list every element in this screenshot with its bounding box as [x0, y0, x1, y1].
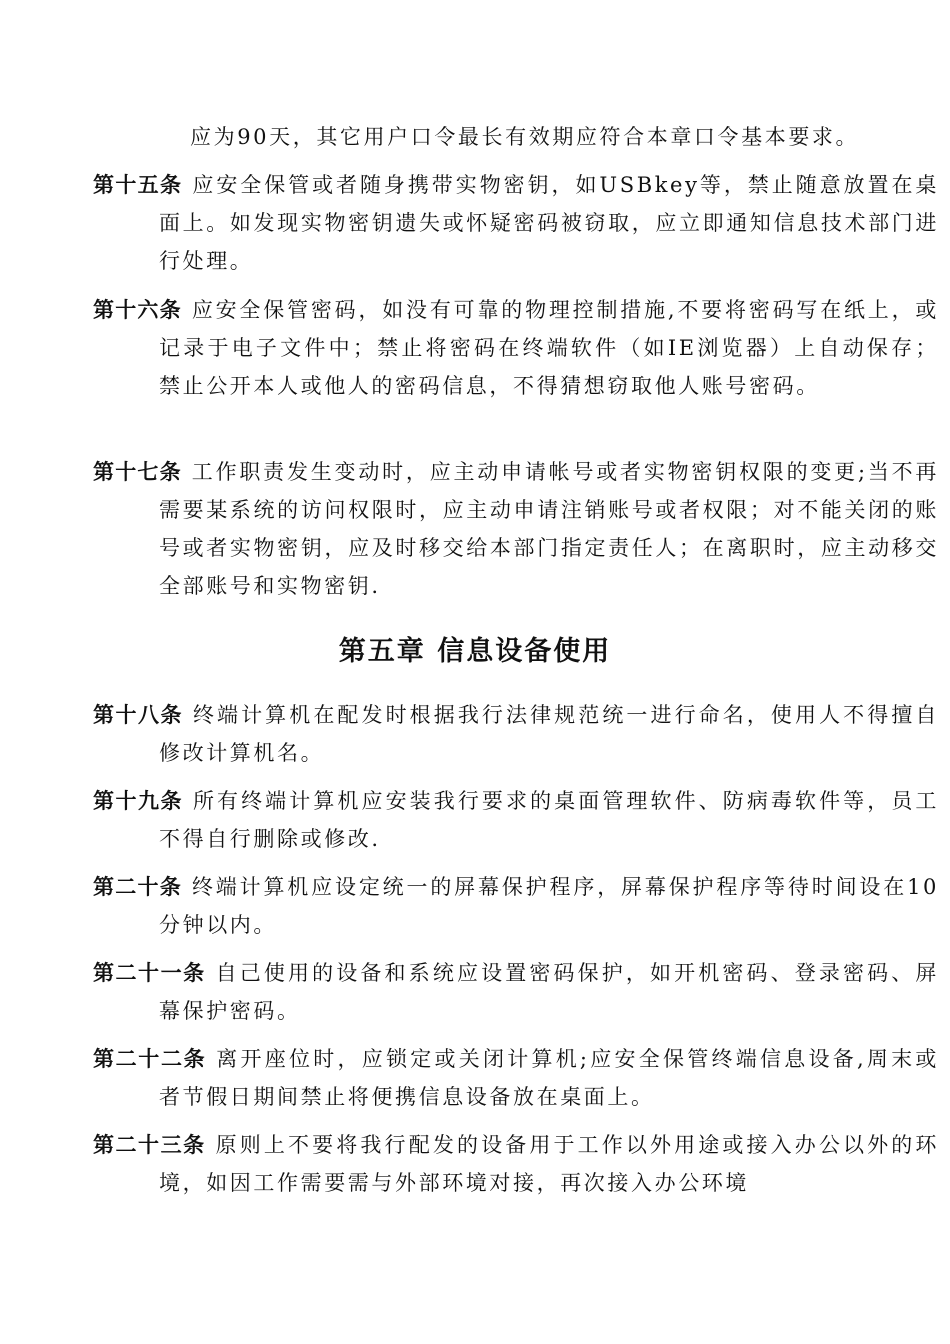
article-text: 所有终端计算机应安装我行要求的桌面管理软件、防病毒软件等，员工不得自行删除或修改.	[159, 789, 939, 851]
article-16	[93, 291, 939, 405]
article-label: 第二十条	[93, 875, 182, 899]
article-19	[93, 782, 939, 858]
article-label: 第十五条	[93, 173, 183, 197]
article-label: 第十八条	[93, 703, 183, 727]
article-22	[93, 1040, 939, 1116]
article-15	[93, 166, 939, 280]
article-label: 第二十三条	[93, 1133, 206, 1157]
article-18	[93, 696, 939, 772]
article-text: 自己使用的设备和系统应设置密码保护，如开机密码、登录密码、屏幕保护密码。	[159, 961, 940, 1023]
article-text: 应安全保管或者随身携带实物密钥，如USBkey等，禁止随意放置在桌面上。如发现实物密钥遗失或怀疑密码被窃取，应立即通知信息技术部门进行处理。	[159, 173, 939, 273]
article-text: 原则上不要将我行配发的设备用于工作以外用途或接入办公以外的环境，如因工作需要需与外部环境对接，再次接入办公环境	[159, 1133, 940, 1195]
article-label: 第十六条	[93, 298, 182, 322]
article-text: 离开座位时，应锁定或关闭计算机;应安全保管终端信息设备,周末或者节假日期间禁止将便携信息设备放在桌面上。	[159, 1047, 939, 1109]
article-label: 第二十一条	[93, 961, 206, 985]
article-label: 第二十二条	[93, 1047, 207, 1071]
article-text: 工作职责发生变动时，应主动申请帐号或者实物密钥权限的变更;当不再需要某系统的访问权限时，应主动申请注销账号或者权限；对不能关闭的账号或者实物密钥，应及时移交给本部门指定责任人；在离职时，应主动移交全部账号和实物密钥.	[159, 460, 940, 598]
article-text: 终端计算机应设定统一的屏幕保护程序，屏幕保护程序等待时间设在10分钟以内。	[159, 875, 939, 937]
article-17	[93, 453, 939, 605]
article-label: 第十九条	[93, 789, 183, 813]
article-20	[93, 868, 939, 944]
article-label: 第十七条	[93, 460, 182, 484]
continuation-line: 应为90天，其它用户口令最长有效期应符合本章口令基本要求。	[190, 125, 860, 149]
article-21	[93, 954, 939, 1030]
article-text: 应安全保管密码，如没有可靠的物理控制措施,不要将密码写在纸上，或记录于电子文件中；禁止将密码在终端软件（如IE浏览器）上自动保存；禁止公开本人或他人的密码信息，不得猜想窃取他人账号密码。	[159, 298, 940, 398]
article-text: 终端计算机在配发时根据我行法律规范统一进行命名，使用人不得擅自修改计算机名。	[159, 703, 939, 765]
article-23	[93, 1126, 939, 1202]
chapter-title: 第五章 信息设备使用	[338, 636, 612, 667]
